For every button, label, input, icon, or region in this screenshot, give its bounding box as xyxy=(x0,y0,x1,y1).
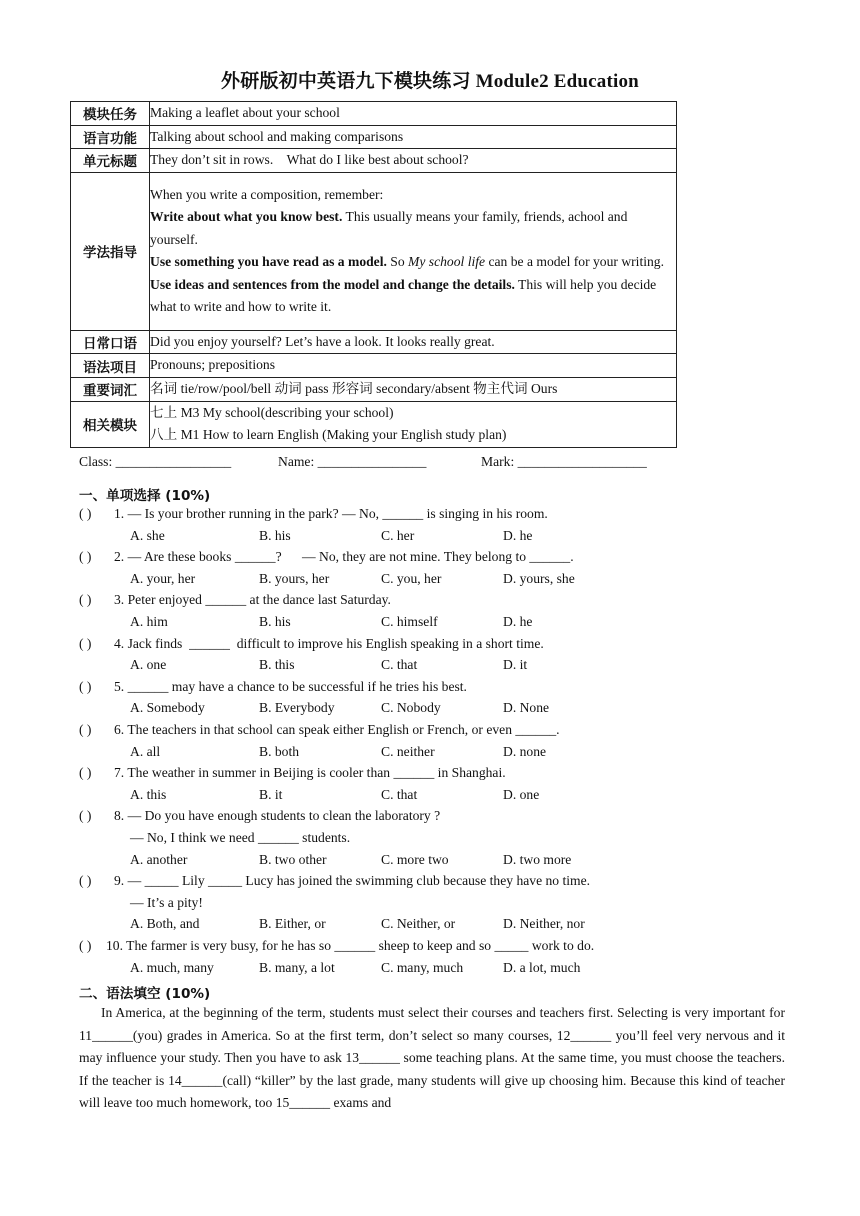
question-text: 1. — Is your brother running in the park? — No, ______ is singing in his room. xyxy=(114,506,548,521)
mark-field[interactable]: Mark: ___________________ xyxy=(481,454,647,469)
option-b[interactable]: B. his xyxy=(259,527,291,543)
name-field[interactable]: Name: ________________ xyxy=(278,454,427,469)
section-heading-choice: 一、单项选择 (10%) xyxy=(79,488,211,504)
question-text: 3. Peter enjoyed ______ at the dance last Saturday. xyxy=(114,592,391,608)
option-b[interactable]: B. yours, her xyxy=(259,570,330,586)
guide-point-2: Use something you have read as a model. So My school life can be a model for your writing. xyxy=(150,254,664,270)
question-text: 2. — Are these books ______? — No, they are not mine. They belong to ______. xyxy=(114,549,574,565)
answer-blank[interactable]: ( ) xyxy=(79,765,92,781)
question-subtext: — No, I think we need ______ students. xyxy=(130,830,351,845)
option-c[interactable]: C. that xyxy=(381,657,418,673)
answer-blank[interactable]: ( ) xyxy=(79,506,92,521)
option-a[interactable]: A. she xyxy=(130,527,165,543)
option-d[interactable]: D. a lot, much xyxy=(503,959,581,975)
answer-blank[interactable]: ( ) xyxy=(79,722,92,737)
option-d[interactable]: D. Neither, nor xyxy=(503,916,585,932)
row-label: 相关模块 xyxy=(71,401,150,447)
question-text: 9. — _____ Lily _____ Lucy has joined the swimming club because they have no time. xyxy=(114,873,591,889)
option-a[interactable]: A. this xyxy=(130,786,167,802)
row-label: 日常口语 xyxy=(71,330,150,354)
table-row xyxy=(71,172,677,330)
row-label: 重要词汇 xyxy=(71,377,150,401)
option-b[interactable]: B. it xyxy=(259,786,283,802)
class-field[interactable]: Class: _________________ xyxy=(79,454,232,469)
option-a[interactable]: A. all xyxy=(130,743,161,759)
study-guide xyxy=(150,172,677,330)
table-row xyxy=(71,401,677,447)
option-d[interactable]: D. two more xyxy=(503,851,572,867)
cloze-passage: In America, at the beginning of the term, students must select their courses and teachers first. Selecting is very important for 11______(you) grades in America. So at the first term, don’t select so many courses, 12______ you’ll feel very nervous and it may influence your study. Then you have to ask 13______ some teaching plans. At the same time, you must choose the teachers. If the teacher is 14______(call) “killer” by the last grade, many students will give up choosing him. Because this kind of teacher will leave too much homework, too 15______ exams and xyxy=(79,1005,785,1111)
table-row xyxy=(71,354,677,378)
section-heading-cloze: 二、语法填空 (10%) xyxy=(79,986,211,1002)
table-row xyxy=(71,149,677,173)
guide-point-3: Use ideas and sentences from the model and change the details. This will help you decide what to write and how to write it. xyxy=(150,276,657,315)
answer-blank[interactable]: ( ) xyxy=(79,635,92,651)
row-value: They don’t sit in rows. What do I like best about school? xyxy=(150,149,677,173)
option-d[interactable]: D. one xyxy=(503,786,540,802)
option-a[interactable]: A. another xyxy=(130,851,188,867)
row-value: Pronouns; prepositions xyxy=(150,354,677,378)
table-row xyxy=(71,330,677,354)
table-row xyxy=(71,377,677,401)
option-c[interactable]: C. that xyxy=(381,786,418,802)
option-a[interactable]: A. Both, and xyxy=(130,916,200,932)
answer-blank[interactable]: ( ) xyxy=(79,592,92,608)
option-c[interactable]: C. you, her xyxy=(381,570,442,586)
info-table xyxy=(70,101,677,448)
option-c[interactable]: C. more two xyxy=(381,851,449,867)
question-text: 6. The teachers in that school can speak either English or French, or even ______. xyxy=(114,722,560,737)
option-b[interactable]: B. this xyxy=(259,657,295,673)
option-c[interactable]: C. neither xyxy=(381,743,435,759)
answer-blank[interactable]: ( ) xyxy=(79,678,92,694)
option-c[interactable]: C. her xyxy=(381,527,415,543)
row-label: 单元标题 xyxy=(71,149,150,173)
option-b[interactable]: B. two other xyxy=(259,851,327,867)
answer-blank[interactable]: ( ) xyxy=(79,873,92,889)
option-a[interactable]: A. Somebody xyxy=(130,700,205,716)
row-value: Making a leaflet about your school xyxy=(150,102,677,126)
option-d[interactable]: D. yours, she xyxy=(503,570,575,586)
option-d[interactable]: D. none xyxy=(503,743,547,759)
row-value: Talking about school and making comparisons xyxy=(150,125,677,149)
row-label: 模块任务 xyxy=(71,102,150,126)
question-text: 7. The weather in summer in Beijing is cooler than ______ in Shanghai. xyxy=(114,765,506,781)
row-value: 名词 tie/row/pool/bell 动词 pass 形容词 secondary/absent 物主代词 Ours xyxy=(150,377,677,401)
option-b[interactable]: B. Everybody xyxy=(259,700,335,716)
option-c[interactable]: C. Nobody xyxy=(381,700,441,716)
answer-blank[interactable]: ( ) xyxy=(79,808,92,824)
option-d[interactable]: D. he xyxy=(503,527,533,543)
answer-blank[interactable]: ( ) xyxy=(79,938,92,953)
row-label: 学法指导 xyxy=(71,172,150,330)
option-b[interactable]: B. both xyxy=(259,743,300,759)
option-c[interactable]: C. many, much xyxy=(381,959,464,975)
option-b[interactable]: B. his xyxy=(259,614,291,629)
answer-blank[interactable]: ( ) xyxy=(79,549,92,565)
page-title: 外研版初中英语九下模块练习 Module2 Education xyxy=(221,71,639,92)
option-c[interactable]: C. Neither, or xyxy=(381,916,456,932)
question-text: 10. The farmer is very busy, for he has so ______ sheep to keep and so _____ work to do. xyxy=(106,938,595,953)
question-subtext: — It’s a pity! xyxy=(130,894,203,910)
option-a[interactable]: A. him xyxy=(130,614,168,629)
option-a[interactable]: A. much, many xyxy=(130,959,214,975)
guide-intro: When you write a composition, remember: xyxy=(150,186,384,202)
row-label: 语法项目 xyxy=(71,354,150,378)
option-d[interactable]: D. None xyxy=(503,700,550,716)
option-b[interactable]: B. many, a lot xyxy=(259,959,335,975)
row-value: Did you enjoy yourself? Let’s have a look. It looks really great. xyxy=(150,330,677,354)
guide-point-1: Write about what you know best. This usually means your family, friends, achool and yourself. xyxy=(150,209,628,247)
question-text: 5. ______ may have a chance to be successful if he tries his best. xyxy=(114,678,467,694)
option-c[interactable]: C. himself xyxy=(381,614,438,629)
option-b[interactable]: B. Either, or xyxy=(259,916,326,932)
table-row xyxy=(71,125,677,149)
option-a[interactable]: A. one xyxy=(130,657,167,673)
option-a[interactable]: A. your, her xyxy=(130,570,196,586)
option-d[interactable]: D. it xyxy=(503,657,528,673)
row-label: 语言功能 xyxy=(71,125,150,149)
row-value: 七上 M3 My school(describing your school) 八上 M1 How to learn English (Making your English study plan) xyxy=(150,401,677,447)
question-text: 8. — Do you have enough students to clean the laboratory ? xyxy=(114,808,441,824)
question-text: 4. Jack finds ______ difficult to improve his English speaking in a short time. xyxy=(114,635,544,651)
option-d[interactable]: D. he xyxy=(503,614,533,629)
table-row xyxy=(71,102,677,126)
